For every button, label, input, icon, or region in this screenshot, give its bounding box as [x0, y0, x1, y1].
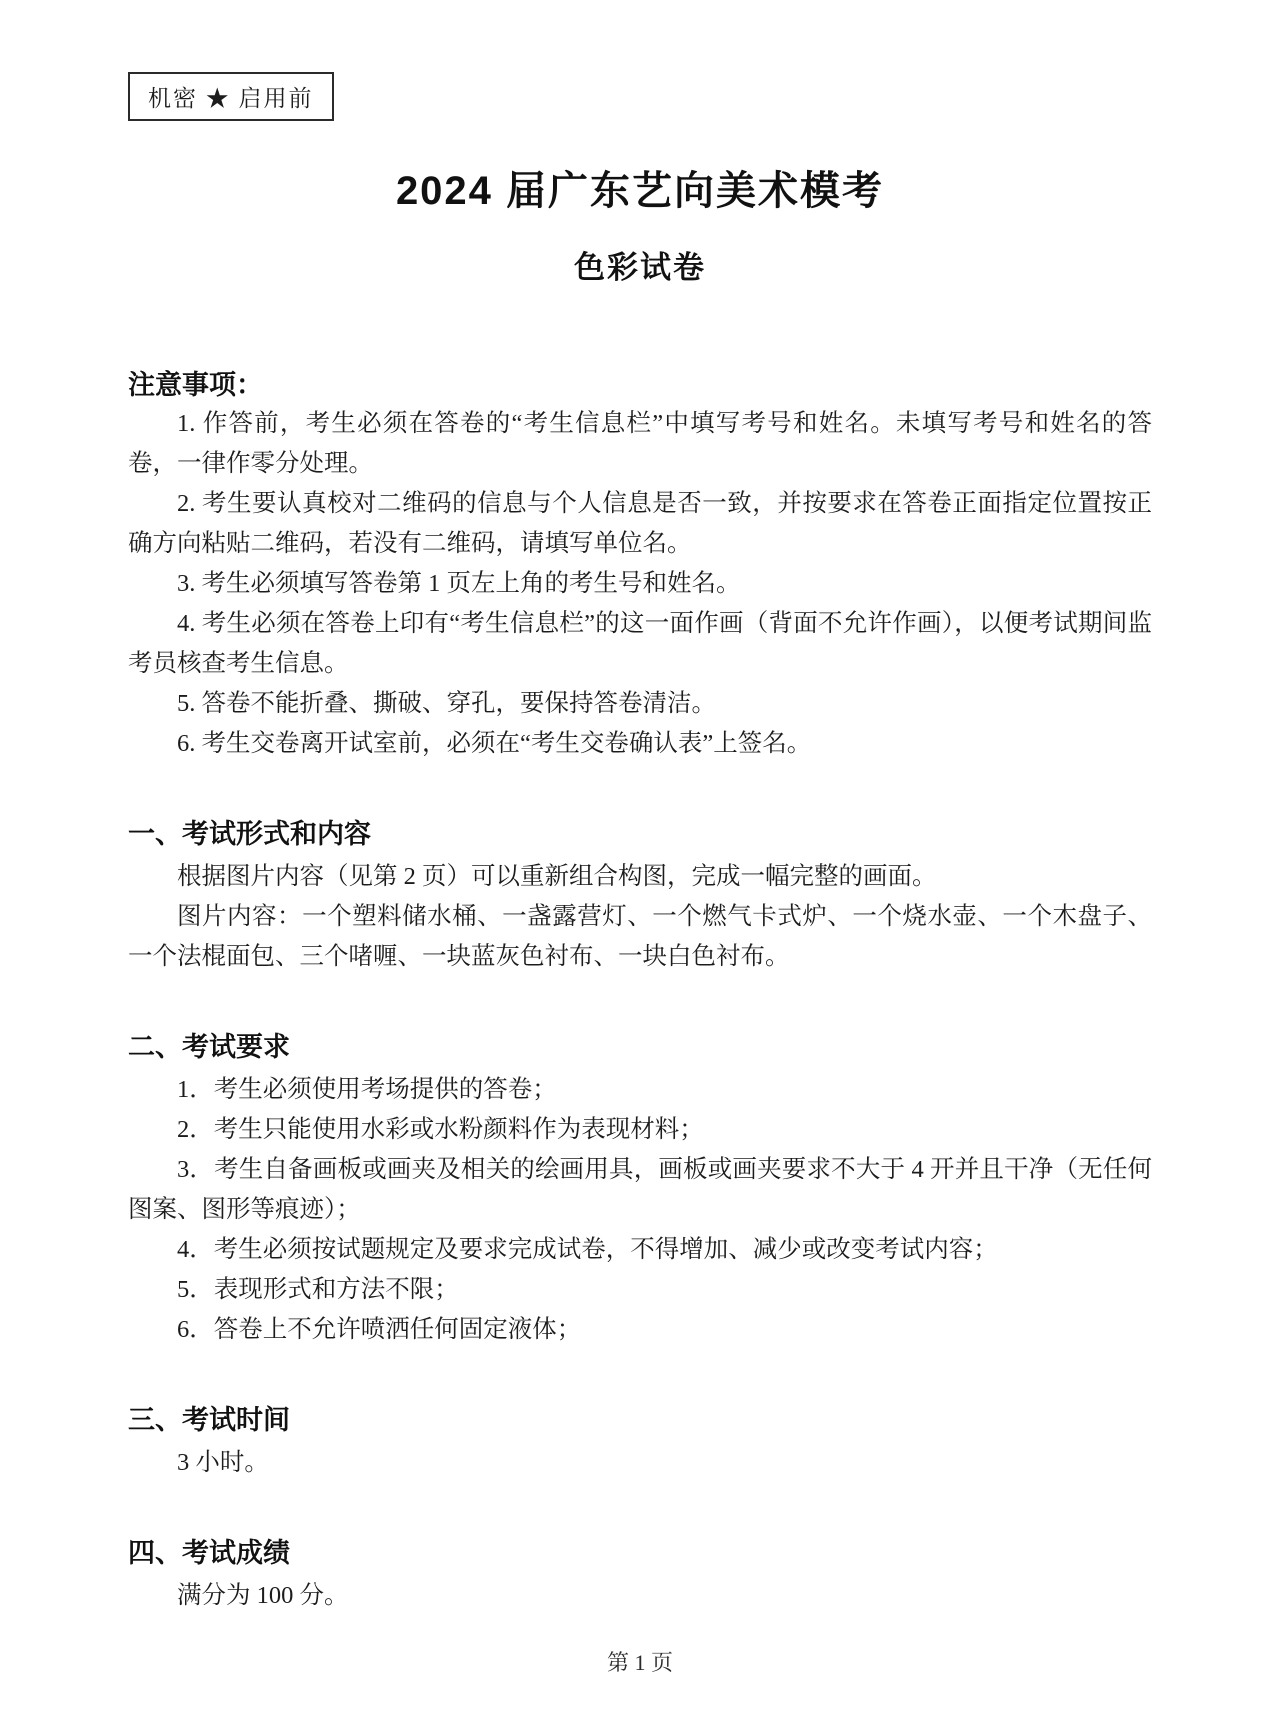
notice-item-4: 4. 考生必须在答卷上印有“考生信息栏”的这一面作画（背面不允许作画），以便考试期间监考员核查考生信息。: [128, 610, 1152, 677]
page-subtitle: 色彩试卷: [574, 250, 706, 285]
page-number: 第 1 页: [606, 1650, 673, 1675]
exam-duration-value: 3 小时。: [177, 1449, 269, 1476]
notice-item-5: 5. 答卷不能折叠、撕破、穿孔，要保持答卷清洁。: [177, 690, 716, 717]
exam-score-value: 满分为 100 分。: [177, 1582, 349, 1609]
requirement-item-4: 4．考生必须按试题规定及要求完成试卷，不得增加、减少或改变考试内容；: [177, 1236, 998, 1263]
section-heading-exam-duration: 三、考试时间: [128, 1405, 290, 1435]
notice-item-3: 3. 考生必须填写答卷第 1 页左上角的考生号和姓名。: [177, 570, 741, 597]
requirement-item-3: 3．考生自备画板或画夹及相关的绘画用具，画板或画夹要求不大于 4 开并且干净（无任何图案、图形等痕迹）；: [128, 1156, 1152, 1223]
section-heading-exam-requirements: 二、考试要求: [128, 1032, 290, 1062]
notice-item-2: 2. 考生要认真校对二维码的信息与个人信息是否一致，并按要求在答卷正面指定位置按正确方向粘贴二维码，若没有二维码，请填写单位名。: [128, 490, 1152, 557]
requirement-item-1: 1．考生必须使用考场提供的答卷；: [177, 1076, 557, 1103]
section-heading-exam-format: 一、考试形式和内容: [128, 819, 371, 849]
page-title: 2024 届广东艺向美术模考: [395, 169, 885, 213]
section-heading-exam-score: 四、考试成绩: [128, 1538, 290, 1568]
notice-item-6: 6. 考生交卷离开试室前，必须在“考生交卷确认表”上签名。: [177, 730, 812, 757]
classification-badge-text: 机密 ★ 启用前: [148, 86, 314, 111]
notice-heading: 注意事项：: [128, 370, 263, 400]
notice-item-1: 1. 作答前，考生必须在答卷的“考生信息栏”中填写考号和姓名。未填写考号和姓名的答卷，一律作零分处理。: [128, 410, 1152, 477]
requirement-item-2: 2．考生只能使用水彩或水粉颜料作为表现材料；: [177, 1116, 704, 1143]
section-exam-format-content-list: 图片内容：一个塑料储水桶、一盏露营灯、一个燃气卡式炉、一个烧水壶、一个木盘子、一个法棍面包、三个啫喱、一块蓝灰色衬布、一块白色衬布。: [128, 903, 1152, 970]
classification-badge: [128, 72, 334, 121]
requirement-item-6: 6．答卷上不允许喷洒任何固定液体；: [177, 1316, 582, 1343]
requirement-item-5: 5．表现形式和方法不限；: [177, 1276, 459, 1303]
section-exam-format-paragraph: 根据图片内容（见第 2 页）可以重新组合构图，完成一幅完整的画面。: [177, 863, 937, 890]
